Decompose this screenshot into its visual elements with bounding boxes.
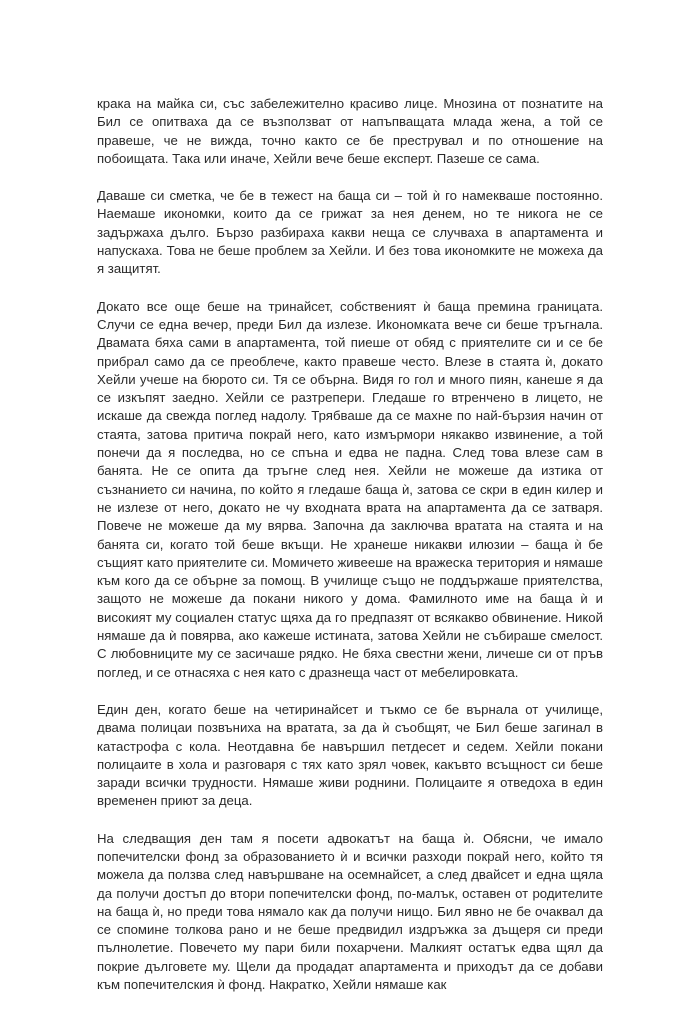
paragraph: На следващия ден там я посети адвокатът на баща ѝ. Обясни, че имало попечителски фонд за образованието ѝ и всички разходи покрай него, който тя можела да ползва след навършване на осемнайсет, а след двайсет и една щяла да получи достъп до втори попечителски фонд, по-малък, оставен от родителите на баща ѝ, но преди това нямало как да получи нищо. Бил явно не бе очаквал да се спомине толкова рано и не беше предвидил издръжка за дъщеря си преди пълнолетие. Повечето му пари били похарчени. Малкият остатък едва щял да покрие дълговете му. Щели да продадат апартамента и приходът да се добави към попечителския ѝ фонд. Накратко, Хейли нямаше как [97,830,603,993]
document-body [97,95,603,1013]
paragraph: Даваше си сметка, че бе в тежест на баща си – той ѝ го намекваше постоянно. Наемаше икономки, които да се грижат за нея денем, но те никога не се задържаха дълго. Бързо разбираха какви неща се случваха в апартамента и напускаха. Това не беше проблем за Хейли. И без това икономките не можеха да я защитят. [97,188,603,277]
paragraph: Докато все още беше на тринайсет, собственият ѝ баща премина границата. Случи се една вечер, преди Бил да излезе. Икономката вече си беше тръгнала. Двамата бяха сами в апартамента, той пиеше от обяд с приятелите си и се бе прибрал само да се преоблече, както правеше често. Влезе в стаята ѝ, докато Хейли учеше на бюрото си. Тя се обърна. Видя го гол и много пиян, канеше я да се изкъпят заедно. Хейли се разтрепери. Гледаше го втренчено в лицето, не искаше да свежда поглед надолу. Трябваше да се махне по най-бързия начин от стаята, затова притича покрай него, като измърмори някакво извинение, а той понечи да я последва, но се спъна и едва не падна. След това влезе сам в банята. Не се опита да тръгне след нея. Хейли не можеше да изтика от съзнанието си начина, по който я гледаше баща ѝ, затова се скри в един килер и не излезе от него, докато не чу входната врата на апартамента да се затваря. Повече не можеше да му вярва. Започна да заключва вратата на стаята и на банята си, когато той беше вкъщи. Не хранеше никакви илюзии – баща ѝ бе същият като приятелите си. Момичето живееше на вражеска територия и нямаше към кого да се обърне за помощ. В училище също не поддържаше приятелства, защото не можеше да покани никого у дома. Фамилното име на баща ѝ и високият му социален статус щяха да го предпазят от всякакво обвинение. Никой нямаше да ѝ повярва, ако кажеше истината, затова Хейли не събираше смелост. С любовниците му се засичаше рядко. Не бяха свестни жени, личеше си от пръв поглед, и се отнасяха с нея като с дразнеща част от мебелировката. [97,298,603,680]
paragraph: крака на майка си, със забележително красиво лице. Мнозина от познатите на Бил се опитваха да се възползват от напъпващата млада жена, а той се правеше, че не вижда, точно както се бе преструвал и по отношение на побоищата. Така или иначе, Хейли вече беше експерт. Пазеше се сама. [97,96,603,166]
paragraph: Един ден, когато беше на четиринайсет и тъкмо се бе върнала от училище, двама полицаи позвъниха на вратата, за да ѝ съобщят, че Бил беше загинал в катастрофа с кола. Неотдавна бе навършил петдесет и седем. Хейли покани полицаите в хола и разговаря с тях като зрял човек, какъвто всъщност си беше заради всички трудности. Нямаше живи роднини. Полицаите я отведоха в един временен приют за деца. [97,701,603,809]
